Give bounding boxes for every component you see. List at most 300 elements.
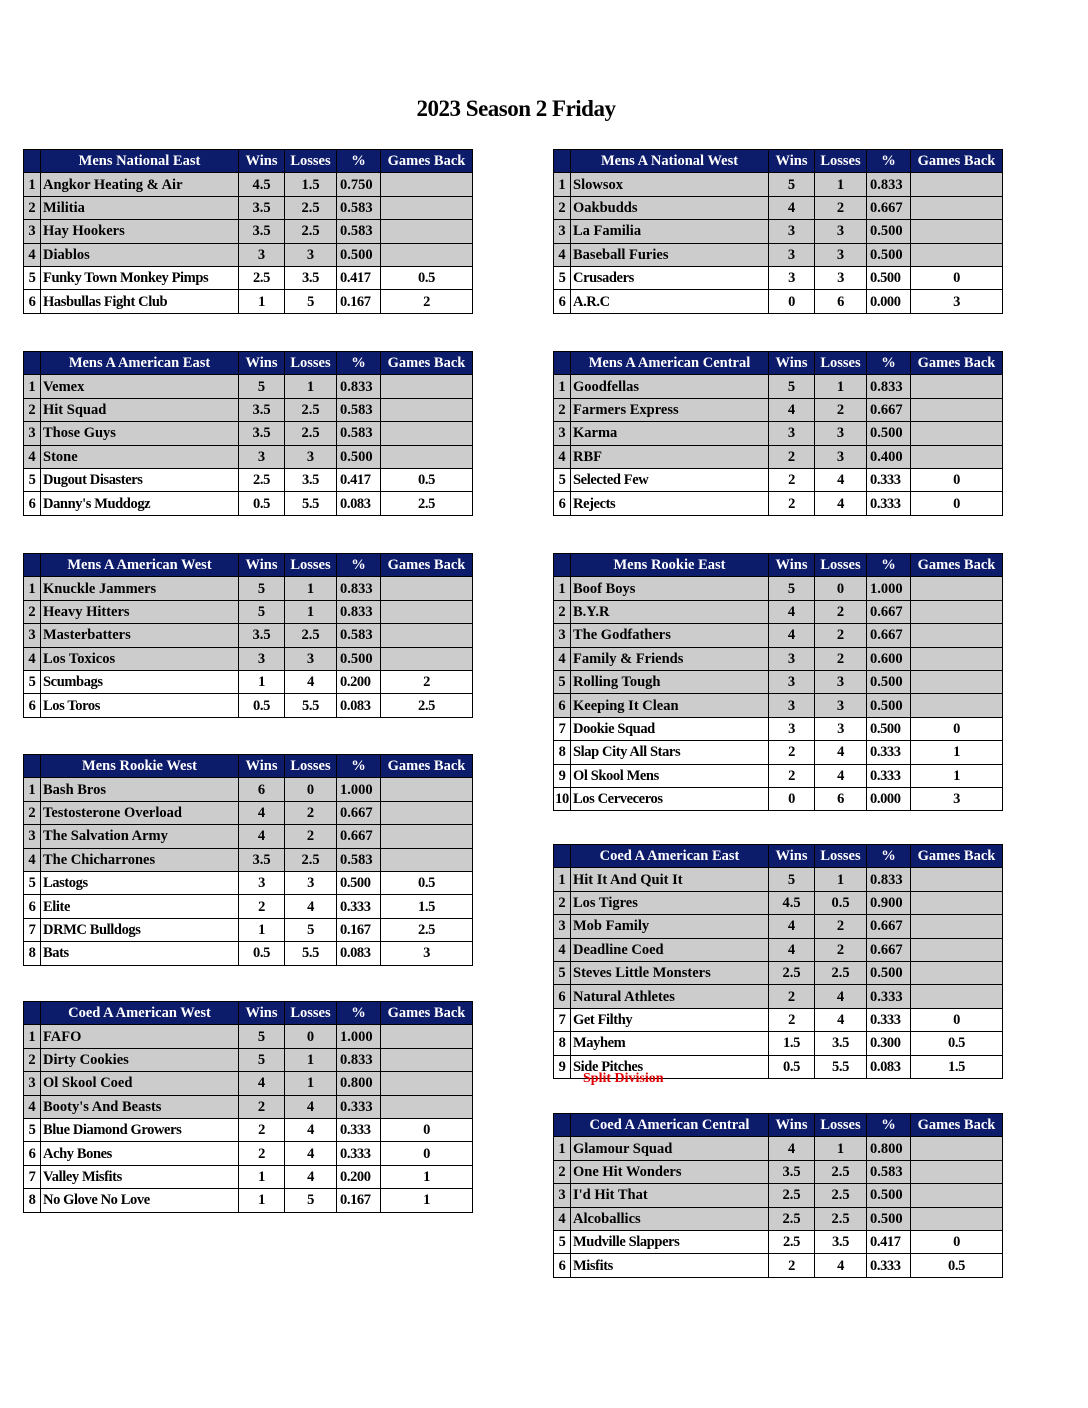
team-name-cell: Los Tigres bbox=[571, 891, 769, 914]
division-name: Mens A National West bbox=[571, 150, 769, 173]
table-row bbox=[554, 961, 1003, 984]
rank-cell: 3 bbox=[554, 422, 571, 445]
pct-cell: 0.750 bbox=[337, 173, 381, 196]
rank-cell: 1 bbox=[554, 173, 571, 196]
losses-cell: 4 bbox=[815, 492, 867, 515]
standings-table-mens-rookie-east bbox=[553, 553, 1003, 811]
wins-cell: 3 bbox=[769, 422, 815, 445]
rank-cell: 4 bbox=[554, 1207, 571, 1230]
pct-cell: 0.500 bbox=[337, 871, 381, 894]
games-back-cell: 0.5 bbox=[381, 468, 473, 491]
losses-cell: 4 bbox=[285, 1095, 337, 1118]
games-back-cell: 0 bbox=[911, 266, 1003, 289]
division-name: Mens Rookie West bbox=[41, 755, 239, 778]
rank-cell: 1 bbox=[24, 778, 41, 801]
losses-cell: 0 bbox=[815, 577, 867, 600]
losses-cell: 1 bbox=[815, 375, 867, 398]
header-pct: % bbox=[337, 1002, 381, 1025]
pct-cell: 1.000 bbox=[337, 1025, 381, 1048]
table-row bbox=[24, 825, 473, 848]
wins-cell: 5 bbox=[239, 1048, 285, 1071]
table-row bbox=[554, 764, 1003, 787]
header-pct: % bbox=[867, 352, 911, 375]
pct-cell: 0.333 bbox=[337, 895, 381, 918]
wins-cell: 5 bbox=[239, 375, 285, 398]
table-row bbox=[554, 173, 1003, 196]
games-back-cell bbox=[911, 375, 1003, 398]
pct-cell: 0.500 bbox=[867, 694, 911, 717]
wins-cell: 2.5 bbox=[239, 266, 285, 289]
header-row bbox=[24, 1002, 473, 1025]
header-losses: Losses bbox=[815, 352, 867, 375]
team-name-cell: Goodfellas bbox=[571, 375, 769, 398]
games-back-cell bbox=[911, 196, 1003, 219]
losses-cell: 3 bbox=[285, 445, 337, 468]
pct-cell: 0.500 bbox=[337, 445, 381, 468]
table-row bbox=[554, 717, 1003, 740]
games-back-cell: 1.5 bbox=[381, 895, 473, 918]
header-pct: % bbox=[337, 150, 381, 173]
wins-cell: 3 bbox=[239, 243, 285, 266]
rank-cell: 5 bbox=[24, 670, 41, 693]
team-name-cell: Los Toxicos bbox=[41, 647, 239, 670]
table-row bbox=[554, 243, 1003, 266]
losses-cell: 6 bbox=[815, 787, 867, 810]
losses-cell: 3 bbox=[285, 871, 337, 894]
header-losses: Losses bbox=[815, 1114, 867, 1137]
pct-cell: 0.333 bbox=[867, 1008, 911, 1031]
header-rank-cell bbox=[24, 1002, 41, 1025]
header-row bbox=[24, 352, 473, 375]
rank-cell: 1 bbox=[24, 577, 41, 600]
header-row bbox=[24, 554, 473, 577]
division-name: Mens A American East bbox=[41, 352, 239, 375]
split-division-note: Split Division bbox=[583, 1071, 664, 1086]
wins-cell: 4 bbox=[769, 938, 815, 961]
losses-cell: 3.5 bbox=[815, 1230, 867, 1253]
games-back-cell: 3 bbox=[911, 290, 1003, 313]
rank-cell: 6 bbox=[24, 1142, 41, 1165]
team-name-cell: Hit It And Quit It bbox=[571, 868, 769, 891]
division-name: Mens National East bbox=[41, 150, 239, 173]
losses-cell: 1 bbox=[285, 600, 337, 623]
pct-cell: 0.500 bbox=[337, 243, 381, 266]
games-back-cell bbox=[911, 961, 1003, 984]
table-row bbox=[554, 266, 1003, 289]
rank-cell: 5 bbox=[554, 670, 571, 693]
team-name-cell: No Glove No Love bbox=[41, 1189, 239, 1212]
pct-cell: 0.333 bbox=[867, 764, 911, 787]
pct-cell: 0.800 bbox=[867, 1137, 911, 1160]
table-row bbox=[554, 577, 1003, 600]
rank-cell: 5 bbox=[554, 266, 571, 289]
wins-cell: 2 bbox=[239, 1142, 285, 1165]
table-row bbox=[554, 600, 1003, 623]
header-games-back: Games Back bbox=[381, 352, 473, 375]
pct-cell: 0.583 bbox=[337, 422, 381, 445]
header-losses: Losses bbox=[815, 150, 867, 173]
games-back-cell bbox=[381, 1025, 473, 1048]
wins-cell: 2 bbox=[239, 1118, 285, 1141]
pct-cell: 0.000 bbox=[867, 290, 911, 313]
pct-cell: 0.667 bbox=[867, 196, 911, 219]
wins-cell: 0.5 bbox=[769, 1055, 815, 1078]
table-row bbox=[554, 1032, 1003, 1055]
games-back-cell bbox=[381, 243, 473, 266]
pct-cell: 0.083 bbox=[337, 492, 381, 515]
rank-cell: 2 bbox=[554, 196, 571, 219]
header-rank-cell bbox=[554, 150, 571, 173]
losses-cell: 1 bbox=[815, 173, 867, 196]
rank-cell: 5 bbox=[554, 1230, 571, 1253]
team-name-cell: Stone bbox=[41, 445, 239, 468]
team-name-cell: Hay Hookers bbox=[41, 220, 239, 243]
games-back-cell bbox=[911, 694, 1003, 717]
losses-cell: 2.5 bbox=[815, 1184, 867, 1207]
games-back-cell: 1 bbox=[381, 1165, 473, 1188]
losses-cell: 2.5 bbox=[285, 196, 337, 219]
rank-cell: 2 bbox=[24, 398, 41, 421]
header-games-back: Games Back bbox=[381, 554, 473, 577]
losses-cell: 6 bbox=[815, 290, 867, 313]
games-back-cell bbox=[381, 600, 473, 623]
wins-cell: 3.5 bbox=[239, 848, 285, 871]
team-name-cell: DRMC Bulldogs bbox=[41, 918, 239, 941]
losses-cell: 4 bbox=[815, 764, 867, 787]
pct-cell: 0.667 bbox=[867, 398, 911, 421]
wins-cell: 3.5 bbox=[769, 1160, 815, 1183]
losses-cell: 5 bbox=[285, 918, 337, 941]
table-row bbox=[554, 938, 1003, 961]
header-pct: % bbox=[337, 554, 381, 577]
table-row bbox=[24, 1025, 473, 1048]
games-back-cell bbox=[381, 220, 473, 243]
standings-table-mens-rookie-west bbox=[23, 754, 473, 966]
rank-cell: 4 bbox=[24, 243, 41, 266]
team-name-cell: Danny's Muddogz bbox=[41, 492, 239, 515]
rank-cell: 7 bbox=[554, 717, 571, 740]
pct-cell: 0.083 bbox=[337, 942, 381, 965]
losses-cell: 3 bbox=[815, 220, 867, 243]
table-row bbox=[24, 422, 473, 445]
header-row bbox=[554, 845, 1003, 868]
rank-cell: 2 bbox=[554, 600, 571, 623]
pct-cell: 0.300 bbox=[867, 1032, 911, 1055]
losses-cell: 2 bbox=[815, 647, 867, 670]
team-name-cell: Ol Skool Mens bbox=[571, 764, 769, 787]
pct-cell: 0.200 bbox=[337, 1165, 381, 1188]
team-name-cell: Bash Bros bbox=[41, 778, 239, 801]
team-name-cell: Heavy Hitters bbox=[41, 600, 239, 623]
games-back-cell bbox=[911, 173, 1003, 196]
rank-cell: 6 bbox=[554, 290, 571, 313]
wins-cell: 4 bbox=[239, 801, 285, 824]
wins-cell: 4 bbox=[769, 1137, 815, 1160]
losses-cell: 1 bbox=[285, 577, 337, 600]
losses-cell: 2.5 bbox=[285, 848, 337, 871]
header-wins: Wins bbox=[769, 352, 815, 375]
rank-cell: 5 bbox=[24, 266, 41, 289]
table-row bbox=[554, 741, 1003, 764]
games-back-cell bbox=[381, 624, 473, 647]
table-row bbox=[24, 290, 473, 313]
losses-cell: 3 bbox=[815, 670, 867, 693]
games-back-cell bbox=[381, 647, 473, 670]
standings-table-coed-a-american-central bbox=[553, 1113, 1003, 1278]
rank-cell: 3 bbox=[24, 422, 41, 445]
rank-cell: 1 bbox=[554, 577, 571, 600]
team-name-cell: Slowsox bbox=[571, 173, 769, 196]
wins-cell: 2 bbox=[769, 445, 815, 468]
games-back-cell bbox=[911, 891, 1003, 914]
losses-cell: 1 bbox=[815, 1137, 867, 1160]
rank-cell: 2 bbox=[24, 801, 41, 824]
pct-cell: 0.417 bbox=[337, 266, 381, 289]
team-name-cell: Blue Diamond Growers bbox=[41, 1118, 239, 1141]
games-back-cell bbox=[911, 1137, 1003, 1160]
team-name-cell: Los Cerveceros bbox=[571, 787, 769, 810]
losses-cell: 2.5 bbox=[285, 220, 337, 243]
wins-cell: 3 bbox=[769, 670, 815, 693]
table-row bbox=[554, 290, 1003, 313]
header-wins: Wins bbox=[769, 845, 815, 868]
wins-cell: 5 bbox=[769, 868, 815, 891]
header-pct: % bbox=[867, 1114, 911, 1137]
losses-cell: 3 bbox=[815, 445, 867, 468]
games-back-cell bbox=[381, 398, 473, 421]
table-row bbox=[554, 1230, 1003, 1253]
wins-cell: 2 bbox=[769, 1254, 815, 1277]
pct-cell: 0.583 bbox=[337, 624, 381, 647]
losses-cell: 2 bbox=[815, 398, 867, 421]
rank-cell: 4 bbox=[24, 445, 41, 468]
rank-cell: 3 bbox=[24, 1072, 41, 1095]
header-wins: Wins bbox=[239, 755, 285, 778]
team-name-cell: Mob Family bbox=[571, 915, 769, 938]
losses-cell: 3 bbox=[815, 243, 867, 266]
rank-cell: 4 bbox=[24, 1095, 41, 1118]
wins-cell: 2.5 bbox=[769, 961, 815, 984]
games-back-cell: 0 bbox=[381, 1142, 473, 1165]
games-back-cell bbox=[381, 375, 473, 398]
pct-cell: 0.583 bbox=[337, 398, 381, 421]
header-games-back: Games Back bbox=[911, 150, 1003, 173]
table-row bbox=[554, 422, 1003, 445]
games-back-cell bbox=[911, 1184, 1003, 1207]
wins-cell: 0.5 bbox=[239, 694, 285, 717]
rank-cell: 6 bbox=[24, 694, 41, 717]
rank-cell: 4 bbox=[554, 647, 571, 670]
table-row bbox=[24, 196, 473, 219]
wins-cell: 4 bbox=[769, 196, 815, 219]
pct-cell: 0.667 bbox=[337, 801, 381, 824]
header-wins: Wins bbox=[239, 1002, 285, 1025]
team-name-cell: La Familia bbox=[571, 220, 769, 243]
games-back-cell bbox=[911, 220, 1003, 243]
rank-cell: 1 bbox=[554, 1137, 571, 1160]
team-name-cell: Farmers Express bbox=[571, 398, 769, 421]
pct-cell: 0.500 bbox=[337, 647, 381, 670]
wins-cell: 3 bbox=[239, 871, 285, 894]
wins-cell: 2.5 bbox=[239, 468, 285, 491]
rank-cell: 6 bbox=[24, 492, 41, 515]
rank-cell: 2 bbox=[554, 891, 571, 914]
pct-cell: 0.400 bbox=[867, 445, 911, 468]
pct-cell: 0.500 bbox=[867, 220, 911, 243]
pct-cell: 0.333 bbox=[337, 1118, 381, 1141]
losses-cell: 3.5 bbox=[285, 266, 337, 289]
rank-cell: 6 bbox=[554, 1254, 571, 1277]
table-row bbox=[24, 375, 473, 398]
games-back-cell bbox=[911, 624, 1003, 647]
games-back-cell bbox=[381, 778, 473, 801]
table-row bbox=[24, 871, 473, 894]
pct-cell: 0.583 bbox=[867, 1160, 911, 1183]
losses-cell: 2 bbox=[815, 600, 867, 623]
rank-cell: 4 bbox=[24, 848, 41, 871]
games-back-cell bbox=[911, 445, 1003, 468]
division-name: Mens A American Central bbox=[571, 352, 769, 375]
games-back-cell bbox=[381, 577, 473, 600]
games-back-cell: 0 bbox=[911, 468, 1003, 491]
header-row bbox=[24, 755, 473, 778]
games-back-cell: 1 bbox=[381, 1189, 473, 1212]
games-back-cell bbox=[911, 1207, 1003, 1230]
table-row bbox=[24, 1142, 473, 1165]
header-pct: % bbox=[337, 755, 381, 778]
losses-cell: 4 bbox=[285, 895, 337, 918]
table-row bbox=[24, 173, 473, 196]
wins-cell: 2 bbox=[769, 1008, 815, 1031]
wins-cell: 4 bbox=[239, 1072, 285, 1095]
pct-cell: 0.667 bbox=[867, 938, 911, 961]
wins-cell: 4 bbox=[769, 600, 815, 623]
wins-cell: 3 bbox=[769, 243, 815, 266]
team-name-cell: Alcoballics bbox=[571, 1207, 769, 1230]
table-row bbox=[24, 778, 473, 801]
header-losses: Losses bbox=[815, 554, 867, 577]
team-name-cell: Vemex bbox=[41, 375, 239, 398]
division-name: Coed A American Central bbox=[571, 1114, 769, 1137]
header-losses: Losses bbox=[285, 150, 337, 173]
team-name-cell: RBF bbox=[571, 445, 769, 468]
rank-cell: 4 bbox=[554, 938, 571, 961]
header-wins: Wins bbox=[239, 150, 285, 173]
wins-cell: 3 bbox=[239, 647, 285, 670]
losses-cell: 3 bbox=[815, 717, 867, 740]
header-losses: Losses bbox=[285, 352, 337, 375]
rank-cell: 1 bbox=[24, 1025, 41, 1048]
header-row bbox=[554, 352, 1003, 375]
rank-cell: 3 bbox=[24, 220, 41, 243]
rank-cell: 9 bbox=[554, 764, 571, 787]
header-rank-cell bbox=[24, 755, 41, 778]
rank-cell: 6 bbox=[24, 895, 41, 918]
losses-cell: 4 bbox=[285, 1165, 337, 1188]
losses-cell: 1.5 bbox=[285, 173, 337, 196]
table-row bbox=[24, 647, 473, 670]
losses-cell: 2.5 bbox=[285, 422, 337, 445]
rank-cell: 7 bbox=[24, 918, 41, 941]
team-name-cell: Steves Little Monsters bbox=[571, 961, 769, 984]
wins-cell: 3.5 bbox=[239, 220, 285, 243]
table-row bbox=[24, 918, 473, 941]
wins-cell: 4 bbox=[769, 398, 815, 421]
wins-cell: 3.5 bbox=[239, 624, 285, 647]
rank-cell: 1 bbox=[554, 375, 571, 398]
games-back-cell bbox=[911, 915, 1003, 938]
header-rank-cell bbox=[554, 352, 571, 375]
games-back-cell: 0 bbox=[911, 717, 1003, 740]
losses-cell: 0 bbox=[285, 778, 337, 801]
wins-cell: 1.5 bbox=[769, 1032, 815, 1055]
losses-cell: 1 bbox=[285, 1072, 337, 1095]
pct-cell: 0.500 bbox=[867, 961, 911, 984]
wins-cell: 1 bbox=[239, 290, 285, 313]
rank-cell: 7 bbox=[554, 1008, 571, 1031]
table-row bbox=[24, 492, 473, 515]
games-back-cell bbox=[381, 196, 473, 219]
rank-cell: 3 bbox=[554, 624, 571, 647]
games-back-cell bbox=[911, 577, 1003, 600]
pct-cell: 0.200 bbox=[337, 670, 381, 693]
pct-cell: 0.417 bbox=[337, 468, 381, 491]
table-row bbox=[554, 915, 1003, 938]
team-name-cell: Rolling Tough bbox=[571, 670, 769, 693]
table-row bbox=[554, 468, 1003, 491]
header-rank-cell bbox=[24, 150, 41, 173]
losses-cell: 2.5 bbox=[815, 1160, 867, 1183]
games-back-cell bbox=[381, 1072, 473, 1095]
losses-cell: 4 bbox=[815, 468, 867, 491]
pct-cell: 0.417 bbox=[867, 1230, 911, 1253]
table-row bbox=[554, 1137, 1003, 1160]
pct-cell: 0.833 bbox=[337, 600, 381, 623]
games-back-cell bbox=[911, 938, 1003, 961]
table-row bbox=[24, 848, 473, 871]
table-row bbox=[24, 670, 473, 693]
wins-cell: 5 bbox=[769, 375, 815, 398]
wins-cell: 2.5 bbox=[769, 1207, 815, 1230]
team-name-cell: Karma bbox=[571, 422, 769, 445]
pct-cell: 0.583 bbox=[337, 848, 381, 871]
header-row bbox=[554, 554, 1003, 577]
losses-cell: 5.5 bbox=[815, 1055, 867, 1078]
wins-cell: 4.5 bbox=[239, 173, 285, 196]
team-name-cell: Militia bbox=[41, 196, 239, 219]
losses-cell: 2 bbox=[815, 915, 867, 938]
team-name-cell: The Chicharrones bbox=[41, 848, 239, 871]
wins-cell: 5 bbox=[239, 600, 285, 623]
pct-cell: 0.333 bbox=[337, 1095, 381, 1118]
games-back-cell: 0.5 bbox=[381, 871, 473, 894]
header-rank-cell bbox=[554, 554, 571, 577]
games-back-cell bbox=[911, 868, 1003, 891]
pct-cell: 0.833 bbox=[867, 173, 911, 196]
standings-table-mens-national-east bbox=[23, 149, 473, 314]
team-name-cell: Slap City All Stars bbox=[571, 741, 769, 764]
table-row bbox=[554, 985, 1003, 1008]
standings-table-mens-a-american-central bbox=[553, 351, 1003, 516]
table-row bbox=[554, 624, 1003, 647]
wins-cell: 3 bbox=[769, 717, 815, 740]
losses-cell: 4 bbox=[815, 1254, 867, 1277]
pct-cell: 0.667 bbox=[867, 600, 911, 623]
table-row bbox=[24, 266, 473, 289]
games-back-cell bbox=[911, 243, 1003, 266]
wins-cell: 1 bbox=[239, 1189, 285, 1212]
pct-cell: 0.667 bbox=[867, 624, 911, 647]
